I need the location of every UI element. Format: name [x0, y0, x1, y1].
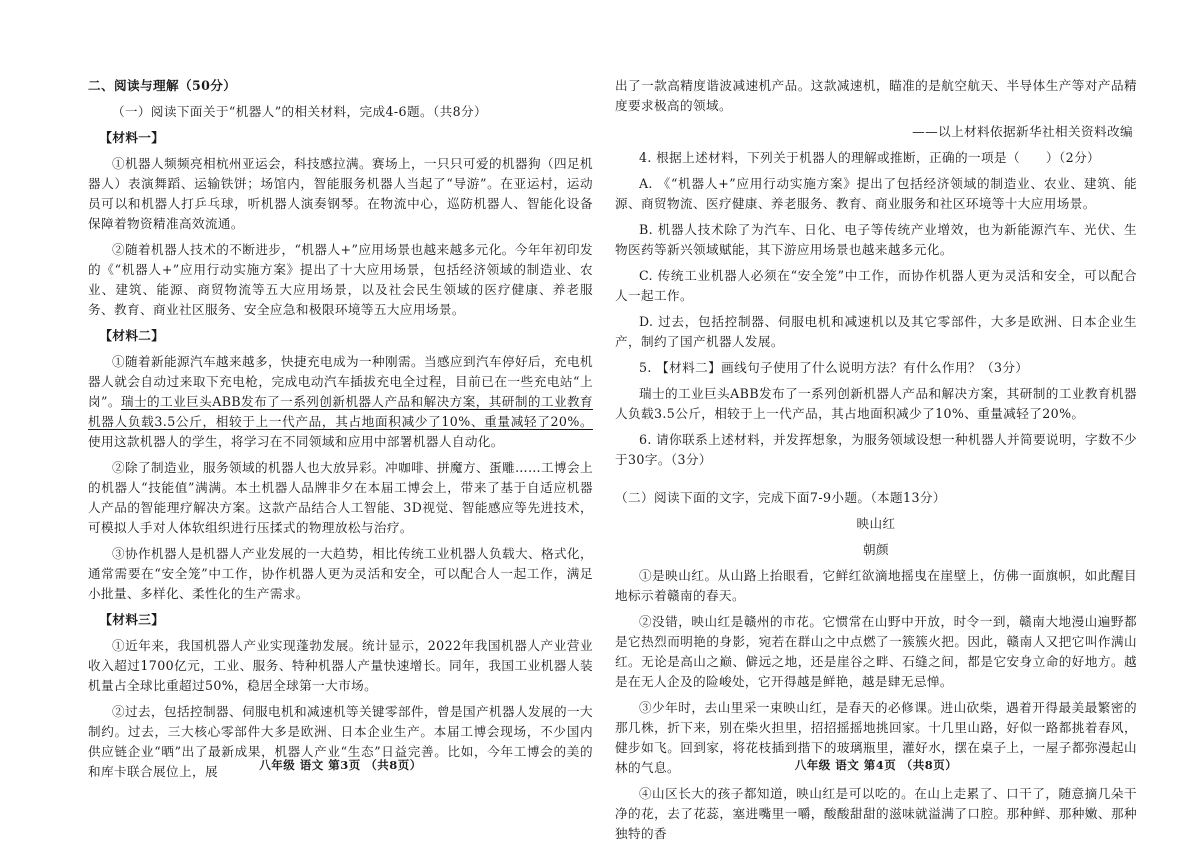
question-4-option-d: D. 过去，包括控制器、伺服电机和减速机以及其它零部件，大多是欧洲、日本企业生产，制约了国产机器人发展。: [615, 314, 1137, 349]
material3-paragraph-2: ②过去，包括控制器、伺服电机和减速机等关键零部件，曾是国产机器人发展的一大制约。过去，三大核心零部件大多是欧洲、日本企业生产。本届工博会现场，不少国内供应链企业“晒”出了最新成果，机器人产业“生态”日益完善。比如，今年工博会的美的和库卡联合展位上，展: [88, 704, 593, 779]
question-4-option-b: B. 机器人技术除了为汽车、日化、电子等传统产业增效，也为新能源汽车、光伏、生物医药等新兴领域赋能，其下游应用场景也越来越多元化。: [615, 222, 1137, 257]
question-4-option-c: C. 传统工业机器人必须在“安全笼”中工作，而协作机器人更为灵活和安全，可以配合人一起工作。: [615, 268, 1137, 303]
question-5: 5. 【材料二】画线句子使用了什么说明方法？有什么作用？（3分）: [638, 360, 1029, 375]
part1-intro: （一）阅读下面关于“机器人”的相关材料，完成4-6题。（共8分）: [111, 104, 488, 119]
right-page-content: [615, 76, 1137, 850]
essay-paragraph-4: ④山区长大的孩子都知道，映山红是可以吃的。在山上走累了、口干了，随意摘几朵干净的花，去了花蕊，塞进嘴里一嚼，酸酸甜甜的滋味就溢满了口腔。那种鲜、那种嫩、那种独特的香: [615, 786, 1137, 841]
material3-paragraph-1: ①近年来，我国机器人产业实现蓬勃发展。统计显示，2022年我国机器人产业营业收入超过1700亿元，工业、服务、特种机器人产量快速增长。同年，我国工业机器人装机量占全球比重超过50%，稳居全球第一大市场。: [88, 638, 593, 693]
material2-paragraph-3: ③协作机器人是机器人产业发展的一大趋势，相比传统工业机器人负载大、格式化，通常需要在“安全笼”中工作，协作机器人更为灵活和安全，可以配合人一起工作，满足小批量、多样化、柔性化的生产需求。: [88, 546, 593, 601]
right-page: [615, 0, 1137, 841]
left-page: [88, 0, 593, 825]
question-6: 6. 请你联系上述材料，并发挥想象，为服务领域设想一种机器人并简要说明，字数不少于30字。（3分）: [615, 432, 1137, 467]
underlined-sentence: 瑞士的工业巨头ABB发布了一系列创新机器人产品和解决方案，其研制的工业教育机器人负载3.5公斤，相较于上一代产品，其占地面积减少了10%、重量减轻了20%。: [88, 394, 594, 429]
material1-paragraph-2: ②随着机器人技术的不断进步，“机器人+”应用场景也越来越多元化。今年年初印发的《“机器人+”应用行动实施方案》提出了十大应用场景，包括经济领域的制造业、农业、建筑、能源、商贸物流等五大应用场景，以及社会民生领域的医疗健康、养老服务、教育、商业社区服务、安全应急和极限环境等五大应用场景。: [88, 242, 593, 317]
continued-text: 出了一款高精度谐波减速机产品。这款减速机，瞄准的是航空航天、半导体生产等对产品精度要求极高的领域。: [615, 78, 1137, 113]
question-4: 4. 根据上述材料，下列关于机器人的理解或推断，正确的一项是（ ）（2分）: [638, 150, 1101, 165]
essay-paragraph-1: ①是映山红。从山路上抬眼看，它鲜红欲滴地摇曳在崖壁上，仿佛一面旗帜，如此醒目地标示着赣南的春天。: [615, 568, 1137, 603]
material2-paragraph-1: [88, 352, 593, 452]
material2-paragraph-2: ②除了制造业，服务领域的机器人也大放异彩。冲咖啡、拼魔方、蛋雕……工博会上的机器人“技能值”满满。本土机器人品牌非夕在本届工博会上，带来了基于自适应机器人产品的智能理疗解决方案。这款产品结合人工智能、3D视觉、智能感应等先进技术，可模拟人手对人体软组织进行压揉式的物理放松与治疗。: [88, 460, 593, 535]
material1-paragraph-1: ①机器人频频亮相杭州亚运会，科技感拉满。赛场上，一只只可爱的机器狗（四足机器人）表演舞蹈、运输铁饼；场馆内，智能服务机器人当起了“导游”。在亚运村，运动员可以和机器人打乒乓球，听机器人演奏钢琴。在物流中心，巡防机器人、智能化设备保障着物资精准高效流通。: [88, 156, 593, 231]
essay-author: 朝颜: [863, 542, 889, 557]
section-title: 二、阅读与理解（50分）: [88, 78, 237, 93]
m2-p1-text-b: 使用这款机器人的学生，将学习在不同领域和应用中部署机器人自动化。: [88, 434, 504, 449]
spacer: [615, 476, 1137, 488]
material2-title: 【材料二】: [99, 328, 165, 343]
m2-p1-text-a: ①随着新能源汽车越来越多，快捷充电成为一种刚需。当感应到汽车停好后，充电机器人就会自动过来取下充电枪，完成电动汽车插拔充电全过程，目前已在一些充电站“上岗”。: [88, 354, 593, 409]
left-page-content: [88, 76, 593, 788]
part2-intro: （二）阅读下面的文字，完成下面7-9小题。（本题13分）: [615, 490, 946, 505]
material1-title: 【材料一】: [99, 130, 165, 145]
material3-title: 【材料三】: [99, 612, 165, 627]
left-page-footer: 八年级 语文 第3页 （共8页）: [259, 758, 422, 772]
essay-paragraph-3: ③少年时，去山里采一束映山红，是春天的必修课。进山砍柴，遇着开得最美最繁密的那几株，折下来，别在柴火担里，招招摇摇地挑回家。十几里山路，好似一路都挑着春风，健步如飞。回到家，将花枝插到揩下的玻璃瓶里，灌好水，摆在桌子上，一屋子都弥漫起山林的气息。: [615, 700, 1137, 775]
essay-paragraph-2: ②没错，映山红是赣州的市花。它惯常在山野中开放，时令一到，赣南大地漫山遍野都是它热烈而明艳的身影，宛若在群山之中点燃了一簇簇火把。因此，赣南人又把它叫作满山红。无论是高山之巅、僻远之地，还是崖谷之畔、石缝之间，都是它安身立命的好地方。越是在无人企及的险峻处，它开得越是鲜艳，越是肆无忌惮。: [615, 614, 1137, 689]
right-page-footer: 八年级 语文 第4页 （共8页）: [794, 758, 958, 772]
essay-title: 映山红: [856, 516, 896, 531]
question-5-quote: 瑞士的工业巨头ABB发布了一系列创新机器人产品和解决方案，其研制的工业教育机器人负载3.5公斤，相较于上一代产品，其占地面积减少了10%、重量减轻了20%。: [615, 386, 1137, 421]
question-4-option-a: A. 《“机器人+”应用行动实施方案》提出了包括经济领域的制造业、农业、建筑、能源、商贸物流、医疗健康、养老服务、教育、商业服务和社区环境等十大应用场景。: [615, 176, 1137, 211]
source-note: ——以上材料依据新华社相关资料改编: [912, 124, 1133, 139]
